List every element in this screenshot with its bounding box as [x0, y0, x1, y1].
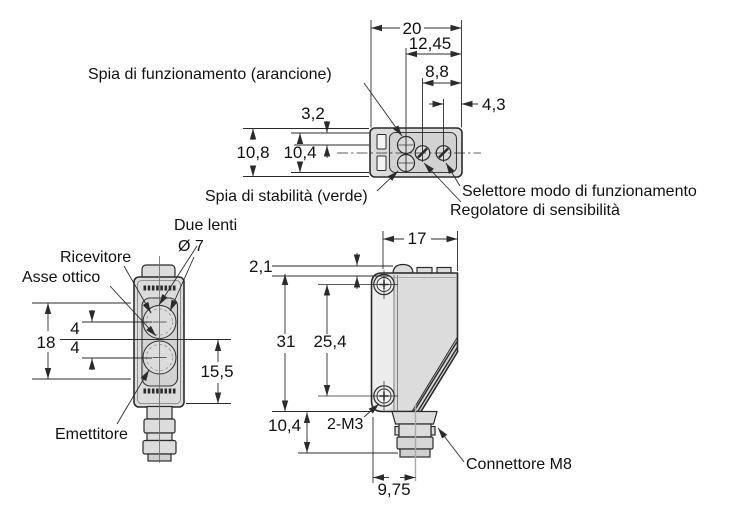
dim-text: 15,5: [200, 362, 234, 381]
dim-text: 17: [407, 229, 427, 248]
dim-text: 4,3: [482, 95, 506, 114]
dim-text: 10,4: [283, 143, 317, 162]
label-emitter: Emettitore: [55, 426, 128, 443]
label-two-lenses: Due lenti: [174, 217, 238, 234]
dim-text: 8,8: [425, 62, 449, 81]
dim-text: 12,45: [408, 34, 452, 53]
top-view-hole-lower: [377, 156, 386, 171]
side-top-bump2: [437, 268, 451, 274]
dim-text: 20: [402, 19, 422, 38]
dim-text: 25,4: [313, 332, 347, 351]
dim-text: 4: [70, 319, 80, 338]
dim-text: 9,75: [377, 480, 411, 499]
side-top-bump1: [417, 268, 432, 274]
dim-text: 31: [276, 332, 296, 351]
label-receiver: Ricevitore: [60, 249, 132, 266]
top-view-hole-upper: [377, 135, 386, 150]
label-operation-indicator: Spia di funzionamento (arancione): [88, 66, 332, 83]
label-connector: Connettore M8: [466, 456, 572, 473]
side-top-dome: [393, 265, 413, 274]
label-sensitivity-adjuster: Regolatore di sensibilità: [450, 202, 620, 219]
label-stability-indicator: Spia di stabilità (verde): [205, 188, 368, 205]
dim-text: 18: [36, 333, 56, 352]
dim-text: 10,8: [236, 143, 270, 162]
label-lens-diameter: Ø 7: [178, 238, 204, 255]
label-mounting-holes: 2-M3: [327, 416, 364, 433]
dim-text: 3,2: [301, 104, 325, 123]
dim-text: 10,4: [268, 416, 302, 435]
dim-text: 2,1: [249, 257, 273, 276]
label-mode-selector: Selettore modo di funzionamento: [462, 183, 697, 200]
dim-text: 4: [70, 338, 80, 357]
dim-connector-offset: [373, 478, 416, 500]
label-optical-axis: Asse ottico: [22, 269, 101, 286]
